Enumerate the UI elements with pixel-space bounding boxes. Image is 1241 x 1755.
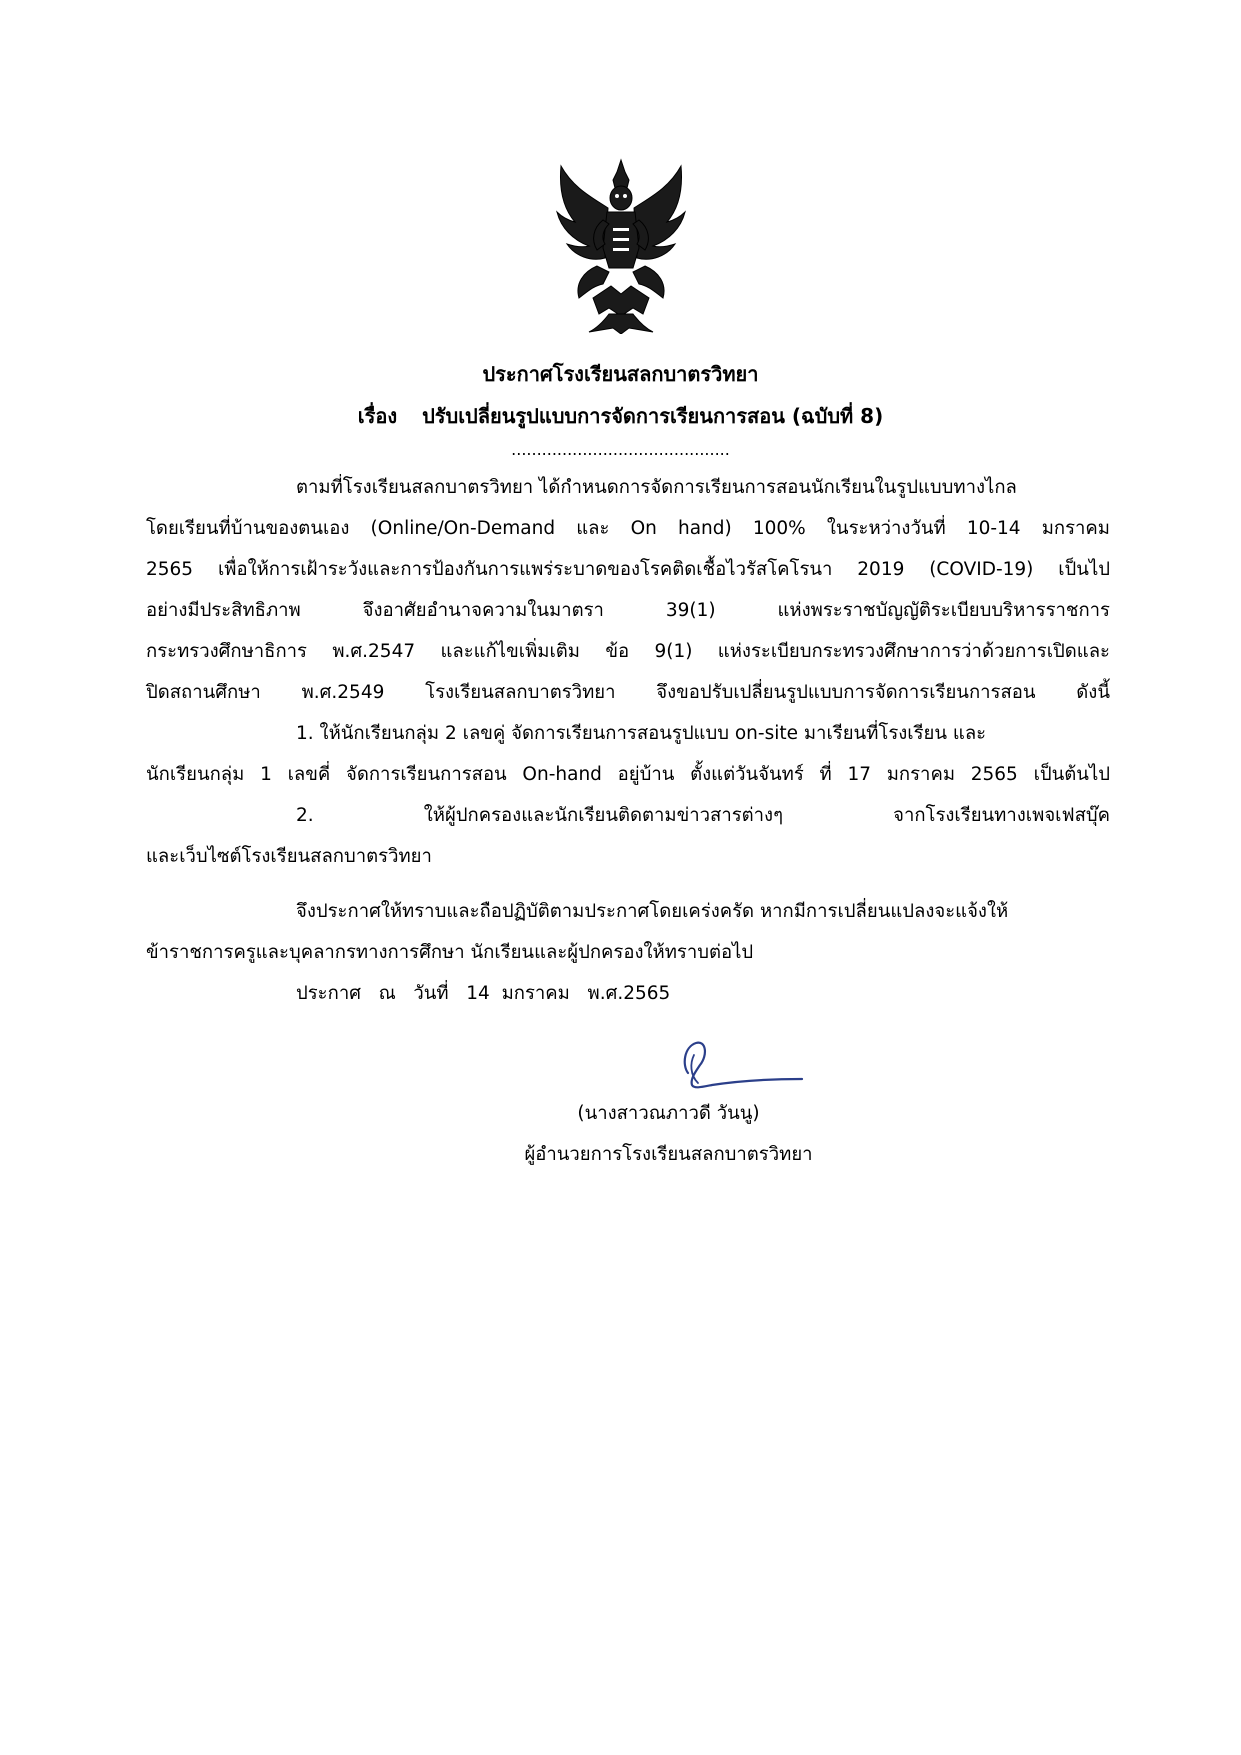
list-item-1: 1. ให้นักเรียนกลุ่ม 2 เลขคู่ จัดการเรียนการสอนรูปแบบ on-site มาเรียนที่โรงเรียน และ: [296, 723, 987, 744]
closing-line: ข้าราชการครูและบุคลากรทางการศึกษา นักเรียนและผู้ปกครองให้ทราบต่อไป: [146, 942, 754, 963]
dotted-separator: ...........................................: [511, 440, 730, 459]
body-line: ปิดสถานศึกษา พ.ศ.2549 โรงเรียนสลกบาตรวิทยา จึงขอปรับเปลี่ยนรูปแบบการจัดการเรียนการสอน ดังนี้: [146, 682, 1110, 703]
announcement-subject: [0, 402, 1241, 430]
body-line: กระทรวงศึกษาธิการ พ.ศ.2547 และแก้ไขเพิ่มเติม ข้อ 9(1) แห่งระเบียบกระทรวงศึกษาการว่าด้วยการเปิดและ: [146, 641, 1110, 662]
body-line: อย่างมีประสิทธิภาพ จึงอาศัยอำนาจความในมาตรา 39(1) แห่งพระราชบัญญัติระเบียบบริหารราชการ: [146, 600, 1110, 621]
signatory-name: (นางสาวณภาวดี วันนู): [577, 1103, 760, 1124]
body-line: 2565 เพื่อให้การเฝ้าระวังและการป้องกันการแพร่ระบาดของโรคติดเชื้อไวรัสโคโรนา 2019 (COVID-19) เป็นไป: [146, 559, 1110, 580]
announcement-title: ประกาศโรงเรียนสลกบาตรวิทยา: [482, 362, 759, 386]
body-line: นักเรียนกลุ่ม 1 เลขคี่ จัดการเรียนการสอน On-hand อยู่บ้าน ตั้งแต่วันจันทร์ ที่ 17 มกราคม 2565 เป็นต้นไป: [146, 764, 1110, 785]
subject-label: เรื่อง: [357, 404, 398, 428]
subject-text: ปรับเปลี่ยนรูปแบบการจัดการเรียนการสอน (ฉบับที่ 8): [422, 404, 884, 428]
signatory-position: ผู้อำนวยการโรงเรียนสลกบาตรวิทยา: [524, 1144, 813, 1165]
body-line: โดยเรียนที่บ้านของตนเอง (Online/On-Demand และ On hand) 100% ในระหว่างวันที่ 10-14 มกราคม: [146, 518, 1110, 539]
closing-line: จึงประกาศให้ทราบและถือปฏิบัติตามประกาศโดยเคร่งครัด หากมีการเปลี่ยนแปลงจะแจ้งให้: [296, 901, 1009, 922]
list-item-2: 2. ให้ผู้ปกครองและนักเรียนติดตามข่าวสารต่างๆ จากโรงเรียนทางเพจเฟสบุ๊ค: [296, 805, 1110, 826]
body-line: และเว็บไซต์โรงเรียนสลกบาตรวิทยา: [146, 846, 432, 867]
handwritten-signature: [668, 1035, 808, 1095]
garuda-emblem-icon: [553, 158, 689, 334]
body-line: ตามที่โรงเรียนสลกบาตรวิทยา ได้กำหนดการจัดการเรียนการสอนนักเรียนในรูปแบบทางไกล: [296, 477, 1017, 498]
announcement-date: ประกาศ ณ วันที่ 14 มกราคม พ.ศ.2565: [296, 983, 671, 1004]
